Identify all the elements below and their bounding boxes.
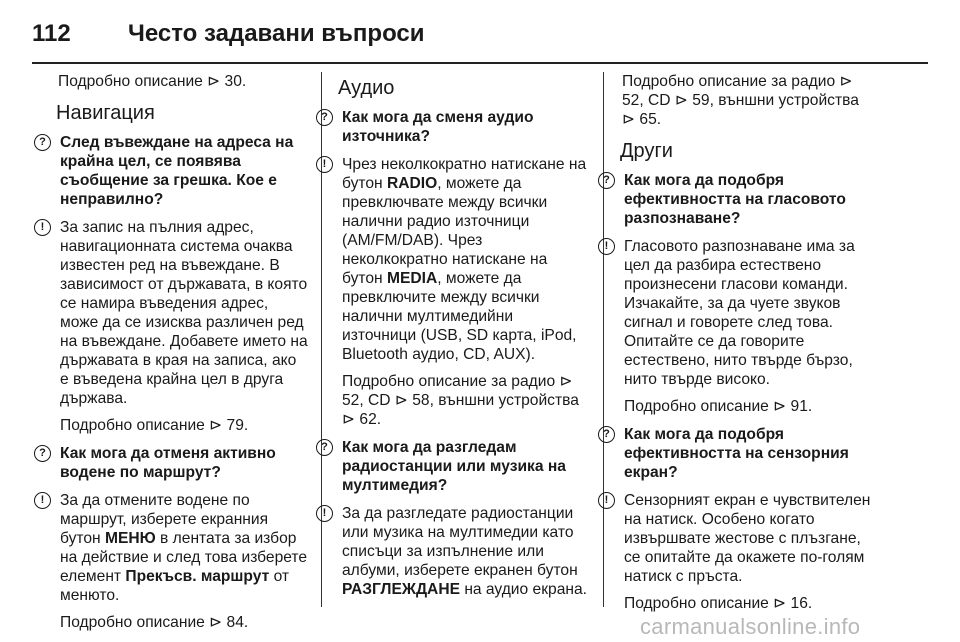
browse-button-label: РАЗГЛЕЖДАНЕ [342, 581, 460, 598]
exclamation-icon: ! [34, 219, 51, 236]
page-header [32, 14, 928, 54]
answer-text-part: , можете да превключите между всички налични мултимедийни източници (USB, SD карта, iPod, Bluetooth аудио, CD, AUX). [342, 270, 577, 363]
answer-text [60, 491, 308, 605]
answer-text-part: от менюто. [60, 568, 290, 604]
question-block [321, 438, 590, 495]
header-rule [32, 62, 928, 64]
question-text: След въвеждане на адреса на крайна цел, се появява съобщение за грешка. Кое е неправилно? [60, 134, 294, 208]
question-text: Как мога да разгледам радиостанции или музика на мултимедия? [342, 439, 566, 494]
question-block [321, 108, 590, 146]
column-divider [603, 72, 604, 607]
page-number: 112 [32, 20, 71, 47]
question-icon: ? [598, 426, 615, 443]
answer-text: Гласовото разпознаване има за цел да разбира естествено произнесени гласови команди. Изчакайте, за да чуете звуков сигнал и говорете след това. Опитайте се да говорите естествено, нито твърде бързо, нито твърде високо. [624, 238, 855, 388]
column-3 [603, 72, 872, 622]
answer-block [604, 237, 872, 416]
reference-text: Подробно описание за радио ⊳ 52, CD ⊳ 58, външни устройства ⊳ 62. [342, 373, 579, 428]
answer-text-part: Чрез неколкократно натискане на бутон [342, 156, 587, 192]
radio-button-label: RADIO [386, 175, 438, 192]
column-divider [321, 72, 322, 607]
answer-text [342, 155, 590, 364]
answer-block [40, 491, 308, 632]
question-text: Как мога да сменя аудио източника? [342, 109, 534, 145]
reference-text: Подробно описание ⊳ 84. [60, 614, 249, 631]
exclamation-icon: ! [316, 156, 333, 173]
answer-text-part: , можете да превключвате между всички налични радио източници (AM/FM/DAB). Чрез неколкократно натискане на бутон [342, 175, 548, 287]
menu-button-label: МЕНЮ [104, 530, 156, 547]
question-block [39, 444, 308, 482]
question-block [39, 133, 308, 209]
section-heading-audio: Аудио [338, 77, 395, 99]
question-text: Как мога да отменя активно водене по маршрут? [60, 445, 276, 481]
column-2 [321, 72, 590, 608]
question-icon: ? [316, 439, 333, 456]
section-heading-other: Други [620, 140, 673, 162]
answer-text-part: в лентата за избор на действие и след това изберете елемент [60, 530, 308, 585]
answer-block [604, 491, 872, 613]
question-text: Как мога да подобря ефективността на гласовото разпознаване? [624, 172, 846, 227]
question-icon: ? [34, 134, 51, 151]
column-1 [39, 72, 308, 641]
reference-text: Подробно описание ⊳ 91. [624, 398, 813, 415]
exclamation-icon: ! [598, 238, 615, 255]
question-text: Как мога да подобря ефективността на сензорния екран? [624, 426, 849, 481]
answer-text: Сензорният екран е чувствителен на натиск. Особено когато извършвате жестове с плъзгане, се опитайте да окажете по-голям натиск с пръста. [624, 492, 871, 585]
answer-text-part: За да отмените водене по маршрут, изберете екранния бутон [60, 492, 269, 547]
exclamation-icon: ! [598, 492, 615, 509]
answer-text: За запис на пълния адрес, навигационната система очаква известен ред на въвеждане. В зависимост от държавата, в която се намира въведения адрес, може да се изисква различен ред на въвеждане. Добавете името на държавата в края на записа, ако е въведена крайна цел в друга държава. [60, 219, 308, 407]
question-icon: ? [34, 445, 51, 462]
page-title: Често задавани въпроси [128, 20, 425, 47]
answer-block [322, 504, 590, 599]
reference-text: Подробно описание ⊳ 79. [60, 417, 249, 434]
answer-text [342, 504, 590, 599]
answer-text-part: на аудио екрана. [459, 581, 587, 598]
reference-text: Подробно описание за радио ⊳ 52, CD ⊳ 59, външни устройства ⊳ 65. [622, 73, 859, 128]
question-icon: ? [316, 109, 333, 126]
answer-text-part: За да разгледате радиостанции или музика на мултимедии като списъци за изпълнение или албуми, изберете екранен бутон [342, 505, 578, 579]
reference-text: Подробно описание ⊳ 16. [624, 595, 813, 612]
answer-block [40, 218, 308, 435]
question-block [603, 425, 872, 482]
reference-text: Подробно описание ⊳ 30. [58, 73, 247, 90]
exclamation-icon: ! [34, 492, 51, 509]
exclamation-icon: ! [316, 505, 333, 522]
section-heading-navigation: Навигация [56, 102, 155, 124]
answer-block [322, 155, 590, 429]
question-icon: ? [598, 172, 615, 189]
cancel-route-label: Прекъсв. маршрут [125, 568, 270, 585]
question-block [603, 171, 872, 228]
media-button-label: MEDIA [386, 270, 438, 287]
watermark: carmanualsonline.info [640, 614, 861, 639]
